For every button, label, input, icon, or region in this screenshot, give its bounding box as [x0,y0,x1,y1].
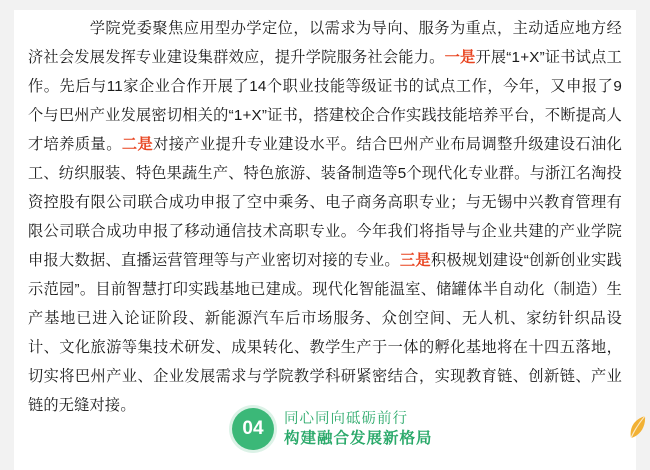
page-number-badge: 04 [232,408,274,450]
footer-slogan-line1: 同心同向砥砺前行 [284,411,408,427]
footer-content [232,408,433,450]
body-text-run: 开展“1+X”证书试点工作。先后与11家企业合作开展了14个职业技能等级证书的试点工作，今年，又申报了9个与巴州产业发展密切相关的“1+X”证书，搭建校企合作实践技能培养平台，不断提高人才培养质量。 [28,49,622,153]
article-paragraph [28,14,622,420]
emphasis-text: 一是 [444,49,476,66]
page-right-margin [636,0,650,470]
body-text-run: 积极规划建设“创新创业实践示范园”。目前智慧打印实践基地已建成。现代化智能温室、储罐体半自动化（制造）生产基地已进入论证阶段、新能源汽车后市场服务、众创空间、无人机、家纺针织品设计、文化旅游等集技术研发、成果转化、教学生产于一体的孵化基地将在十四五落地，切实将巴州产业、企业发展需求与学院教学科研紧密结合，实现教育链、创新链、产业链的无缝对接。 [28,252,622,414]
emphasis-text: 三是 [399,252,431,269]
body-text-run: 学院党委聚焦应用型办学定位，以需求为导向、服务为重点，主动适应地方经济社会发展发挥专业建设集群效应，提升学院服务社会能力。 [28,20,622,66]
emphasis-text: 二是 [121,136,154,153]
page-footer [0,404,650,470]
leaf-icon [625,414,650,444]
page-left-margin [0,0,14,470]
footer-slogan [284,409,433,449]
body-text-run: 对接产业提升专业建设水平。结合巴州产业布局调整升级建设石油化工、纺织服装、特色果蔬生产、特色旅游、装备制造等5个现代化专业群。与浙江名淘投资控股有限公司联合成功申报了空中乘务、电子商务高职专业；与无锡中兴教育管理有限公司联合成功申报了移动通信技术高职专业。今年我们将指导与企业共建的产业学院申报大数据、直播运营管理等与产业密切对接的专业。 [28,136,622,269]
article-body [28,14,622,420]
page-top-margin [0,0,650,10]
footer-slogan-line2: 构建融合发展新格局 [284,430,433,447]
